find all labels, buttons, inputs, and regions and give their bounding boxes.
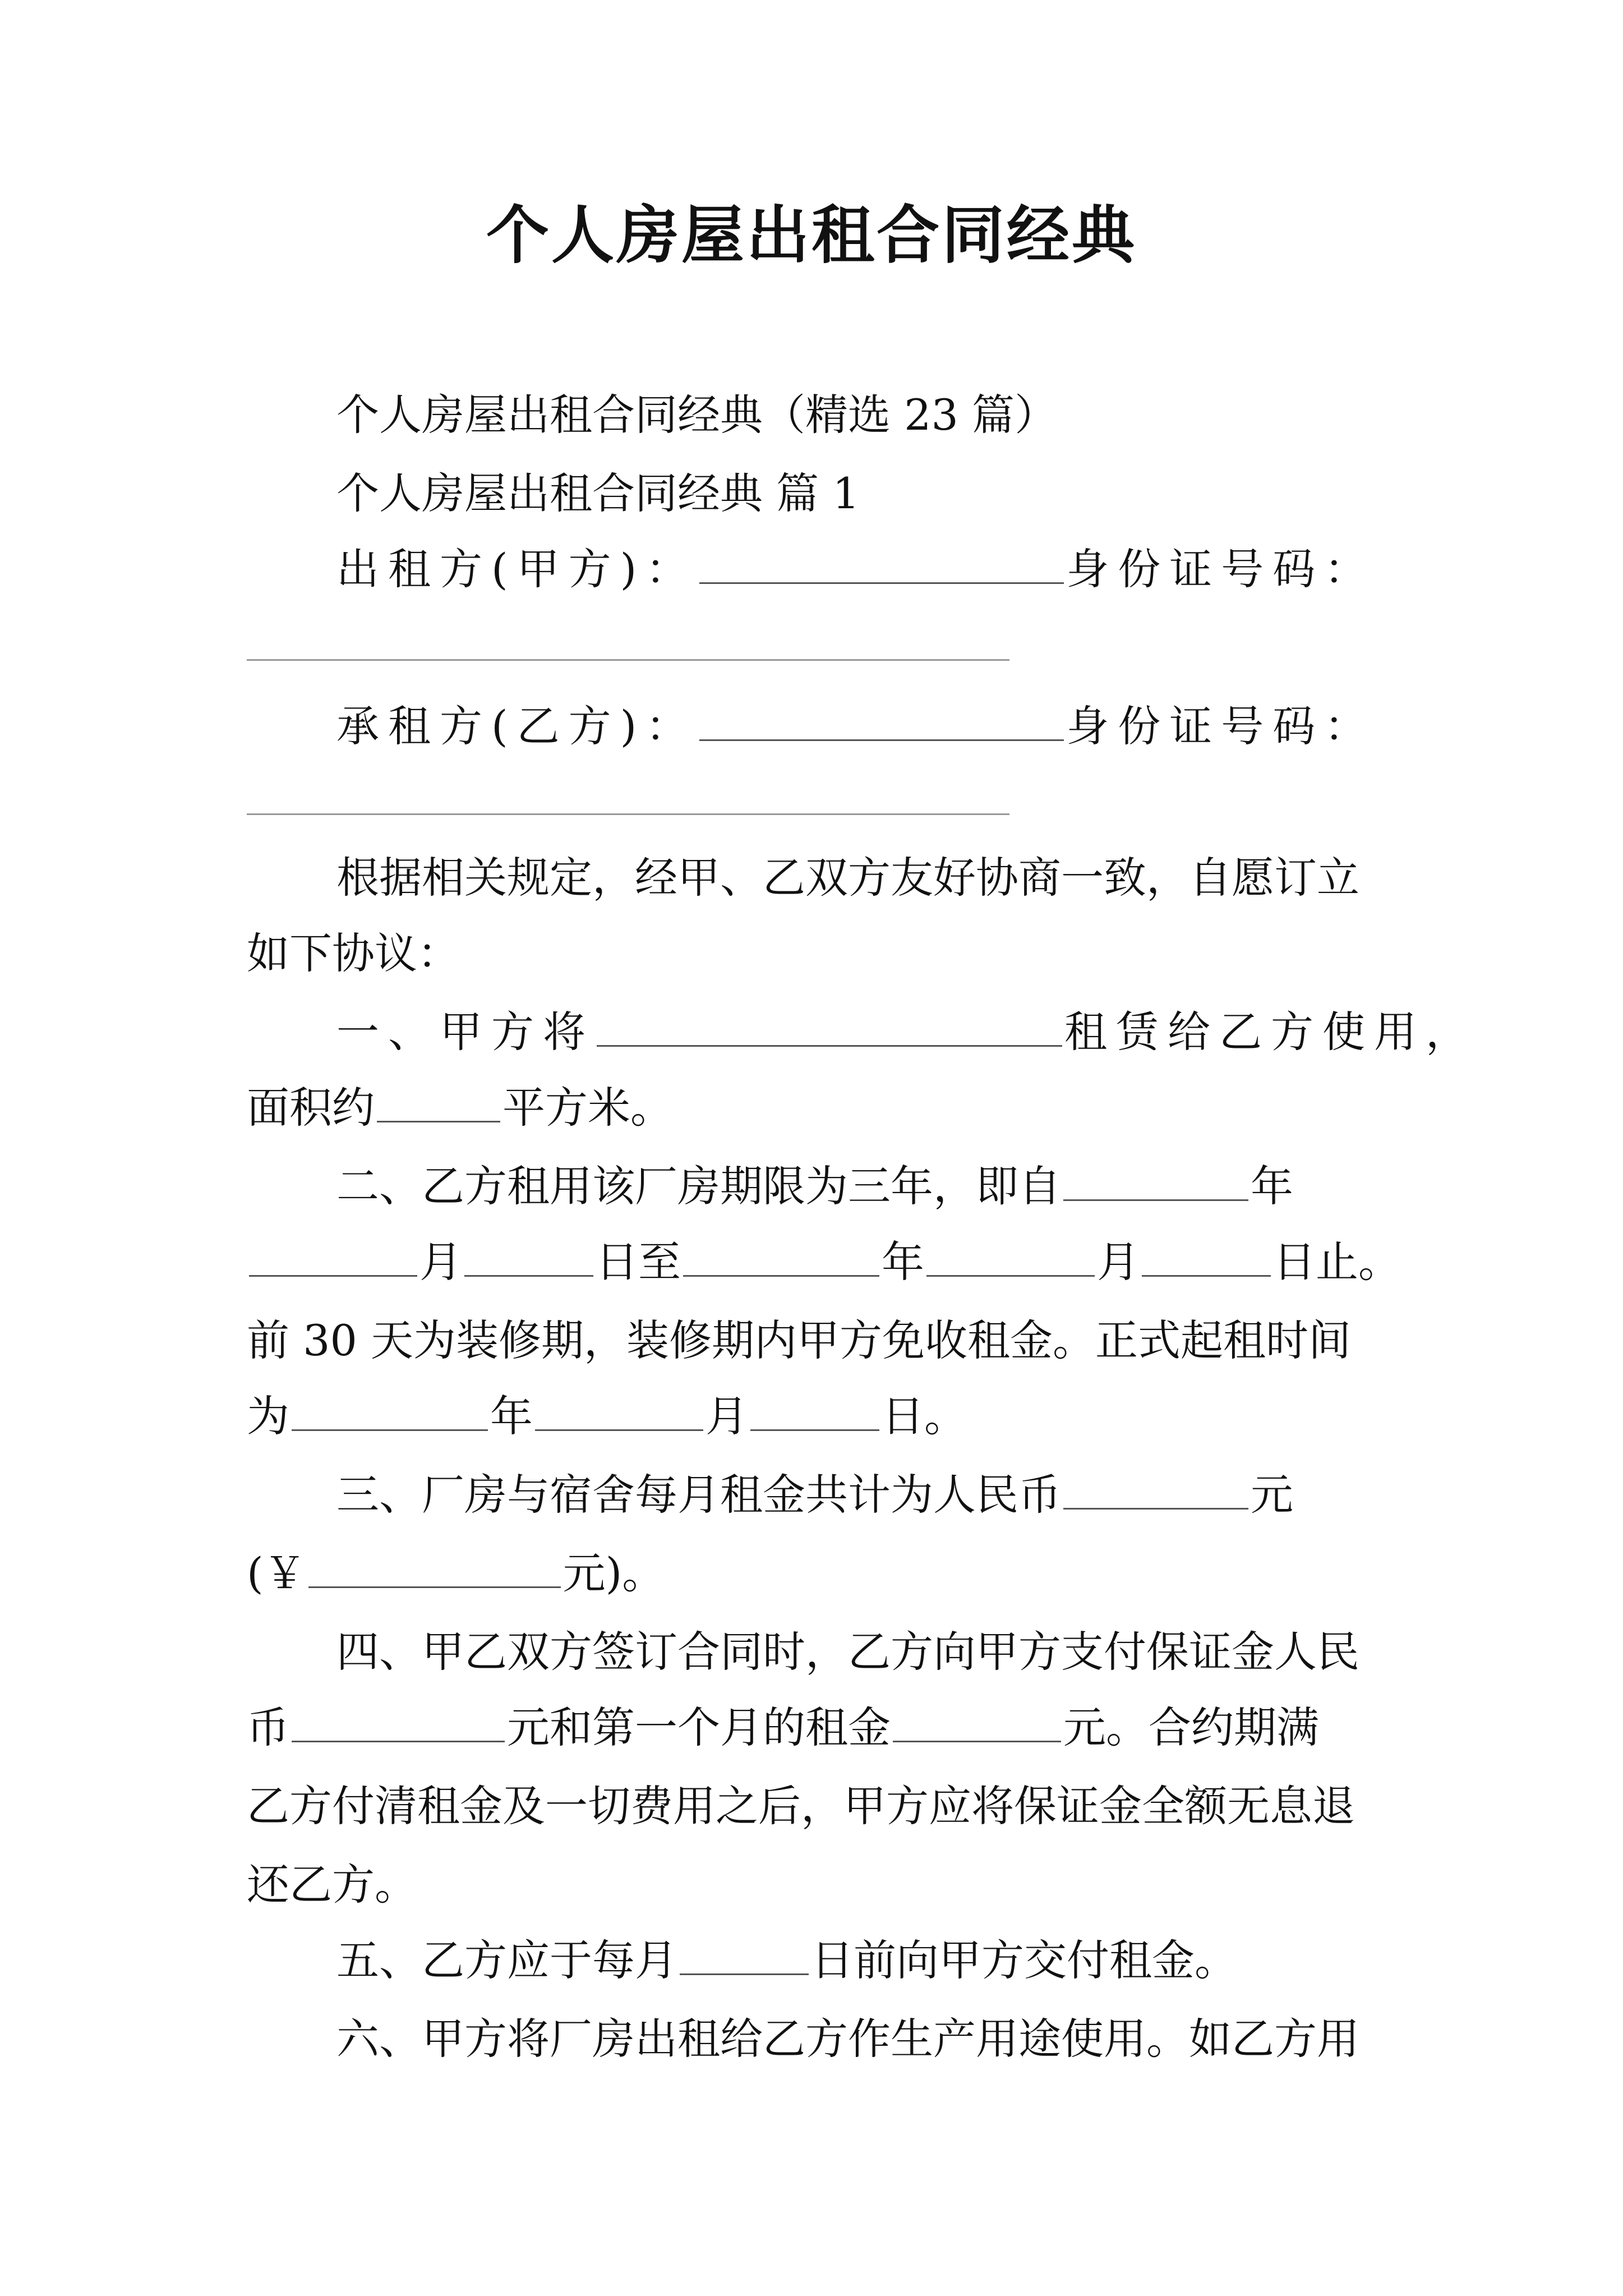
clause-1-text-c: 面积约 — [247, 1083, 375, 1133]
clause-4-line-1: 四、甲乙双方签订合同时，乙方向甲方支付保证金人民 — [336, 1627, 1359, 1677]
clause-4-text-b: 币 — [247, 1703, 289, 1752]
clause-4-text-d: 元。合约期满 — [1063, 1703, 1319, 1752]
clause-2-line-4 — [247, 1388, 1391, 1444]
clause-2-end-day-blank — [1142, 1239, 1271, 1277]
clause-4-text-c: 元和第一个月的租金 — [507, 1703, 891, 1752]
clause-1-line-1 — [336, 1004, 1477, 1060]
clause-3-yuan-label: 元 — [1251, 1470, 1293, 1520]
clause-1-text-a: 一、甲方将 — [336, 1007, 594, 1057]
clause-3-line-2 — [247, 1545, 1391, 1602]
clause-2-start-year-blank — [1063, 1163, 1248, 1201]
clause-2-rent-year-blank — [292, 1393, 488, 1431]
lessor-label: 出租方(甲方)： — [336, 544, 698, 594]
clause-2-end-month-label: 月 — [1097, 1237, 1140, 1287]
clause-4-deposit-blank — [292, 1705, 505, 1742]
clause-2-end-year-label: 年 — [882, 1237, 924, 1287]
clause-2-line-1 — [336, 1158, 1391, 1214]
clause-2-text-a: 二、乙方租用该厂房期限为三年，即自 — [336, 1161, 1061, 1211]
clause-2-start-month-blank — [249, 1239, 417, 1277]
clause-3-text-b: (￥ — [247, 1548, 306, 1598]
clause-3-amount-blank — [308, 1550, 561, 1588]
lessee-line — [336, 698, 1391, 754]
clause-2-end-label: 日止。 — [1273, 1237, 1401, 1287]
clause-2-text-e: 日。 — [882, 1391, 967, 1441]
clause-3-text-a: 三、厂房与宿舍每月租金共计为人民币 — [336, 1470, 1061, 1520]
clause-1-line-2 — [247, 1080, 1391, 1136]
clause-5-day-blank — [680, 1938, 809, 1975]
clause-2-rent-year-label: 年 — [490, 1391, 533, 1441]
clause-3-rent-blank — [1063, 1472, 1248, 1510]
clause-6-line-1: 六、甲方将厂房出租给乙方作生产用途使用。如乙方用 — [336, 2014, 1359, 2064]
clause-2-month-label: 月 — [419, 1237, 462, 1287]
lessee-name-blank — [699, 703, 1064, 741]
clause-4-line-2 — [247, 1700, 1391, 1756]
clause-4-first-rent-blank — [893, 1705, 1061, 1742]
intro-line-1: 根据相关规定，经甲、乙双方友好协商一致，自愿订立 — [336, 853, 1359, 903]
clause-4-line-4: 还乙方。 — [247, 1860, 417, 1910]
clause-2-text-d: 为 — [247, 1391, 289, 1441]
clause-4-line-3: 乙方付清租金及一切费用之后，甲方应将保证金全额无息退 — [247, 1781, 1355, 1831]
clause-3-text-c: 元)。 — [562, 1548, 665, 1598]
clause-2-start-day-blank — [464, 1239, 593, 1277]
clause-2-line-2 — [247, 1234, 1401, 1290]
clause-5-text-b: 日前向甲方交付租金。 — [811, 1935, 1237, 1985]
lessee-id-blank — [247, 813, 1009, 815]
clause-1-area-blank — [377, 1085, 500, 1122]
clause-2-end-month-blank — [926, 1239, 1095, 1277]
lessee-label: 承租方(乙方)： — [336, 701, 698, 751]
clause-1-text-d: 平方米。 — [502, 1083, 673, 1133]
lessee-id-label: 身份证号码： — [1066, 701, 1376, 751]
intro-line-2: 如下协议： — [247, 928, 460, 978]
clause-1-text-b: 租赁给乙方使用， — [1064, 1007, 1477, 1057]
clause-2-rent-day-blank — [750, 1393, 879, 1431]
lessor-id-blank — [247, 659, 1009, 661]
clause-5-text-a: 五、乙方应于每月 — [336, 1935, 677, 1985]
clause-2-to-label: 日至 — [596, 1237, 681, 1287]
section-heading: 个人房屋出租合同经典 篇 1 — [336, 468, 860, 518]
clause-3-line-1 — [336, 1467, 1391, 1523]
clause-2-rent-month-label: 月 — [706, 1391, 748, 1441]
lessor-name-blank — [699, 546, 1064, 584]
clause-5-line-1 — [336, 1932, 1391, 1989]
lessor-id-label: 身份证号码： — [1066, 544, 1376, 594]
clause-1-property-blank — [597, 1009, 1062, 1047]
clause-2-year-label: 年 — [1251, 1161, 1293, 1211]
clause-2-line-3: 前 30 天为装修期，装修期内甲方免收租金。正式起租时间 — [247, 1315, 1352, 1365]
lessor-line — [336, 541, 1391, 597]
clause-2-end-year-blank — [683, 1239, 879, 1277]
subtitle: 个人房屋出租合同经典（精选 23 篇） — [336, 390, 1058, 440]
clause-2-rent-month-blank — [535, 1393, 703, 1431]
document-title: 个人房屋出租合同经典 — [486, 199, 1137, 272]
